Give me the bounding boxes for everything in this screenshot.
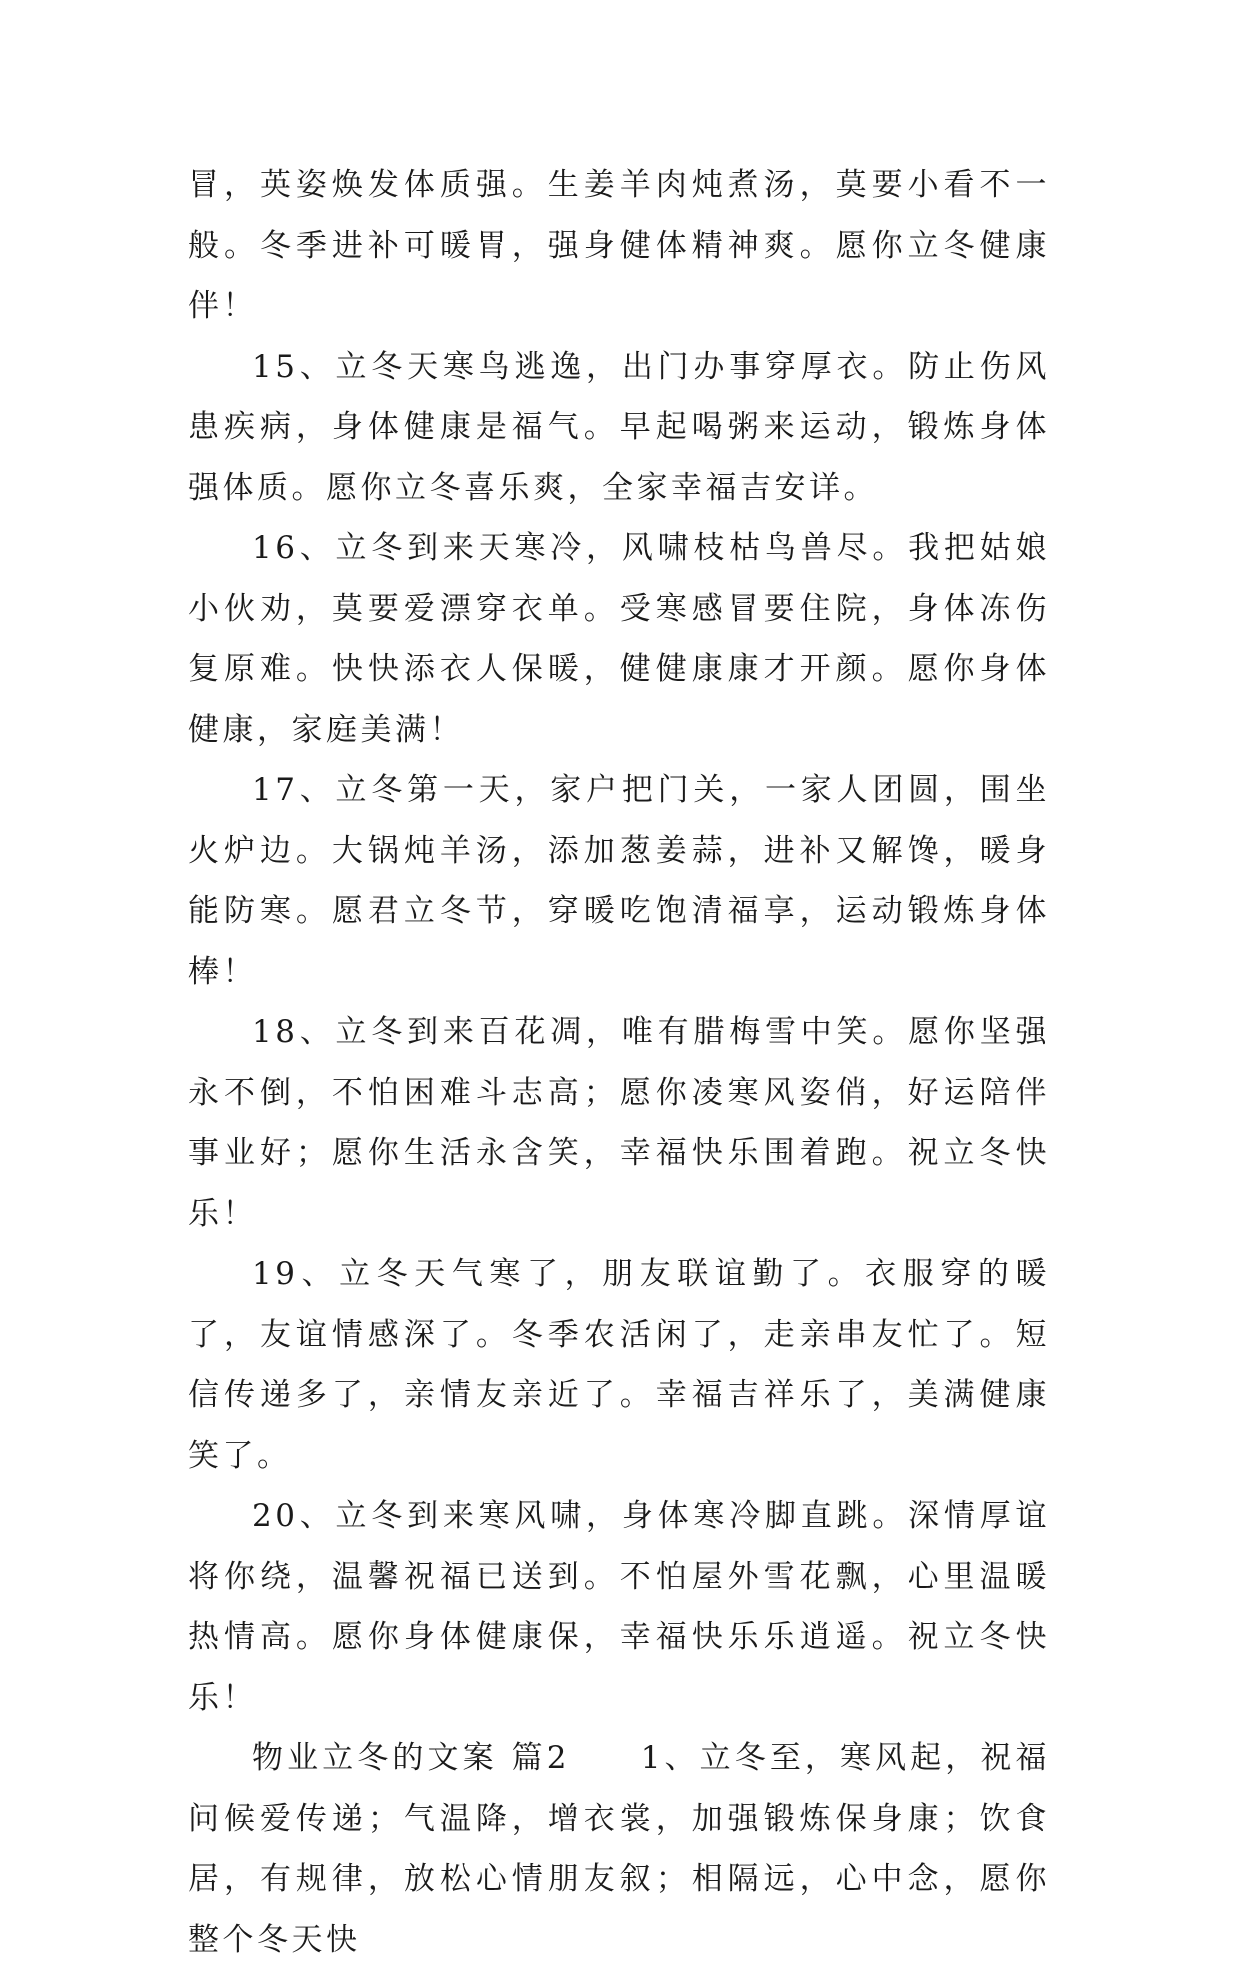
paragraph-15: 15、立冬天寒鸟逃逸，出门办事穿厚衣。防止伤风患疾病，身体健康是福气。早起喝粥来运动，锻炼身体强体质。愿你立冬喜乐爽，全家幸福吉安详。 [188,348,1050,506]
paragraph-part-2: 物业立冬的文案 篇2 1、立冬至，寒风起，祝福问候爱传递；气温降，增衣裳，加强锻炼保身康；饮食居，有规律，放松心情朋友叙；相隔远，心中念，愿你整个冬天快 [188,1740,1050,1958]
paragraph-continued: 冒，英姿焕发体质强。生姜羊肉炖煮汤，莫要小看不一般。冬季进补可暖胃，强身健体精神爽。愿你立冬健康伴！ [188,167,1050,324]
paragraph-17: 17、立冬第一天，家户把门关，一家人团圆，围坐火炉边。大锅炖羊汤，添加葱姜蒜，进补又解馋，暖身能防寒。愿君立冬节，穿暖吃饱清福享，运动锻炼身体棒！ [188,772,1050,990]
paragraph-16: 16、立冬到来天寒冷，风啸枝枯鸟兽尽。我把姑娘小伙劝，莫要爱漂穿衣单。受寒感冒要住院，身体冻伤复原难。快快添衣人保暖，健健康康才开颜。愿你身体健康，家庭美满！ [188,530,1050,748]
paragraph-19: 19、立冬天气寒了，朋友联谊勤了。衣服穿的暖了，友谊情感深了。冬季农活闲了，走亲串友忙了。短信传递多了，亲情友亲近了。幸福吉祥乐了，美满健康笑了。 [188,1256,1050,1474]
paragraph-20: 20、立冬到来寒风啸，身体寒冷脚直跳。深情厚谊将你绕，温馨祝福已送到。不怕屋外雪花飘，心里温暖热情高。愿你身体健康保，幸福快乐乐逍遥。祝立冬快乐！ [188,1498,1050,1716]
document-body [188,155,1050,1970]
paragraph-18: 18、立冬到来百花凋，唯有腊梅雪中笑。愿你坚强永不倒，不怕困难斗志高；愿你凌寒风姿俏，好运陪伴事业好；愿你生活永含笑，幸福快乐围着跑。祝立冬快乐！ [188,1014,1050,1232]
